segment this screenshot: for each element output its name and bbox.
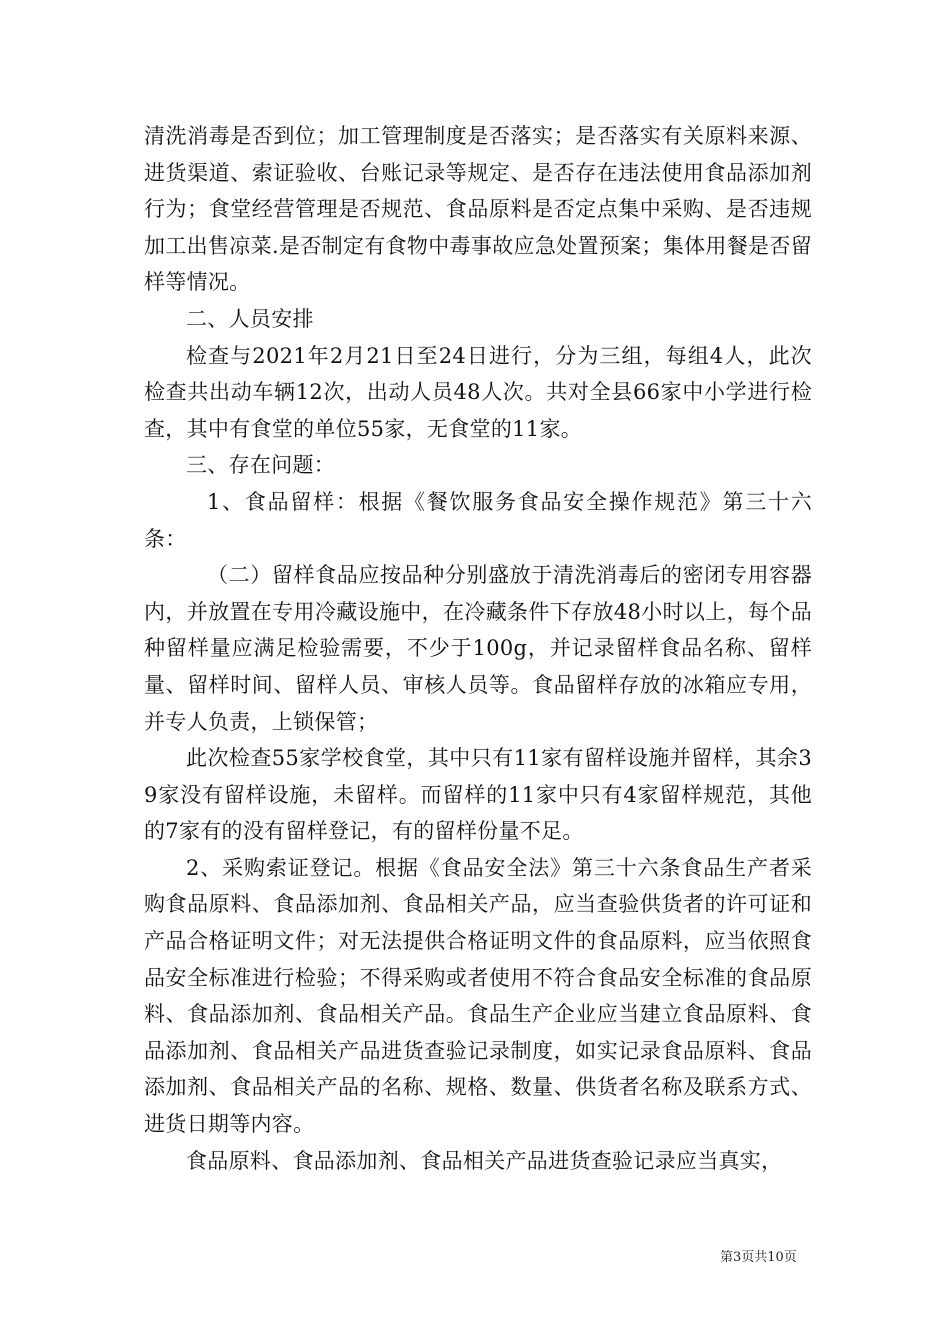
paragraph-staffing: 检查与2021年2月21日至24日进行，分为三组，每组4人，此次检查共出动车辆12次，出动人员48人次。共对全县66家中小学进行检查，其中有食堂的单位55家，无食堂的11家。	[144, 343, 812, 441]
paragraph-procurement-registration: 2、采购索证登记。根据《食品安全法》第三十六条食品生产者采购食品原料、食品添加剂、食品相关产品，应当查验供货者的许可证和产品合格证明文件；对无法提供合格证明文件的食品原料，应当依照食品安全标准进行检验；不得采购或者使用不符合食品安全标准的食品原料、食品添加剂、食品相关产品。食品生产企业应当建立食品原料、食品添加剂、食品相关产品进货查验记录制度，如实记录食品原料、食品添加剂、食品相关产品的名称、规格、数量、供货者名称及联系方式、进货日期等内容。	[144, 855, 812, 1137]
paragraph-sample-retention-clause: （二）留样食品应按品种分别盛放于清洗消毒后的密闭专用容器内，并放置在专用冷藏设施中，在冷藏条件下存放48小时以上，每个品种留样量应满足检验需要，不少于100g，并记录留样食品名称、留样量、留样时间、留样人员、审核人员等。食品留样存放的冰箱应专用，并专人负责，上锁保管；	[144, 563, 812, 734]
paragraph-inspection-scope: 清洗消毒是否到位；加工管理制度是否落实；是否落实有关原料来源、进货渠道、索证验收、台账记录等规定、是否存在违法使用食品添加剂行为；食堂经营管理是否规范、食品原料是否定点集中采购、是否违规加工出售凉菜.是否制定有食物中毒事故应急处置预案；集体用餐是否留样等情况。	[144, 124, 812, 295]
page-number-footer: 第3页共10页	[720, 1250, 797, 1265]
heading-staffing: 二、人员安排	[186, 306, 314, 331]
heading-problems: 三、存在问题：	[186, 453, 336, 478]
document-body	[144, 118, 812, 1179]
paragraph-inspection-records: 食品原料、食品添加剂、食品相关产品进货查验记录应当真实，	[186, 1148, 783, 1173]
paragraph-sample-retention-rule: 1、食品留样：根据《餐饮服务食品安全操作规范》第三十六条：	[144, 489, 812, 551]
paragraph-sample-retention-findings: 此次检查55家学校食堂，其中只有11家有留样设施并留样，其余39家没有留样设施，未留样。而留样的11家中只有4家留样规范，其他的7家有的没有留样登记，有的留样份量不足。	[144, 746, 812, 844]
